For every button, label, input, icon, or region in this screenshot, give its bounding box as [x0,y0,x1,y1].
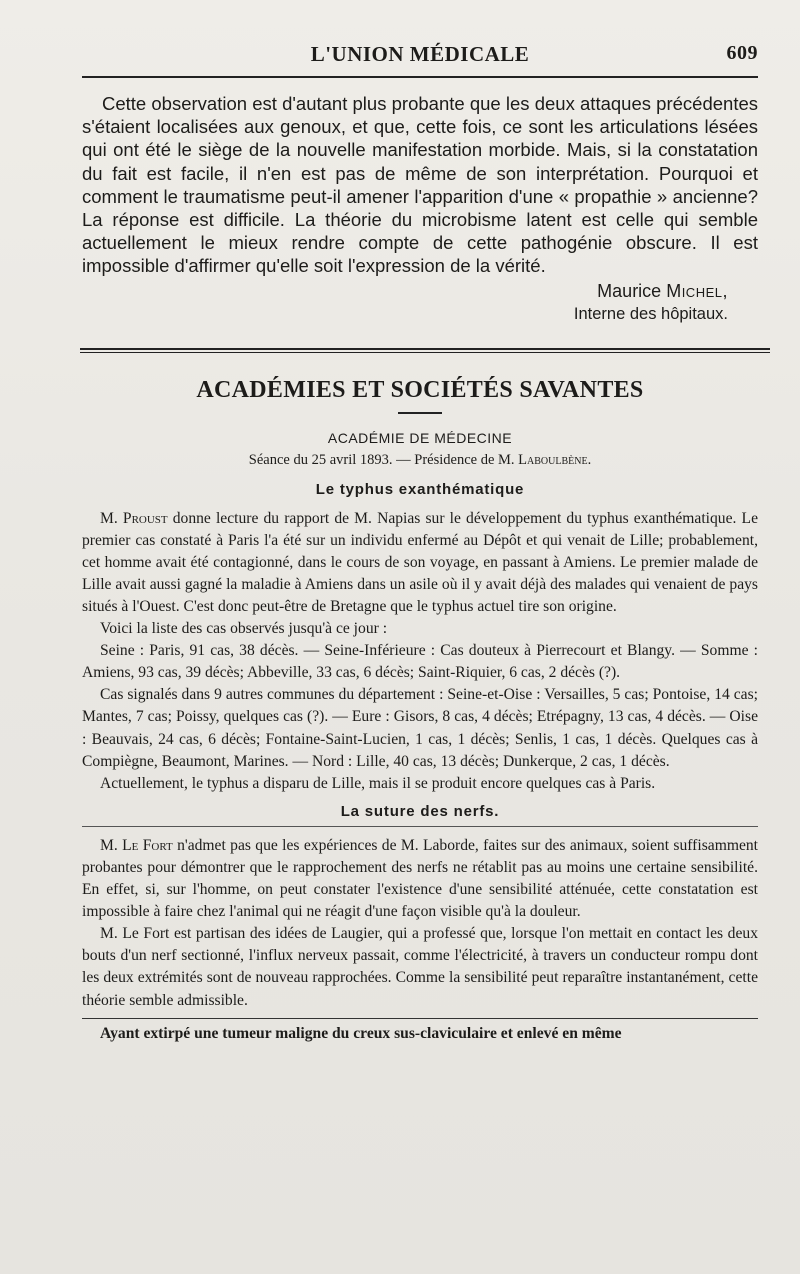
seance-president: Laboulbène. [518,451,592,468]
author-signature [82,280,758,326]
seance-date: Séance du 25 avril 1893. — Présidence de M. [248,451,519,468]
author-last-name: Michel, [666,280,728,301]
nerfs-p1-text: n'admet pas que les expériences de M. Laborde, faites sur des animaux, soient suffisamment probantes pour démontrer que le rapprochement des nerfs ne rétablit pas au moins une certaine sensibilité. En effet, si, sur l'homme, on peut constater l'existence d'une sensibilité atténuée, cette constatation est impossible à faire chez l'animal qui ne réagit d'une façon visible qu'à la douleur. [82,836,759,921]
header-rule [82,76,758,78]
nerfs-paragraph-2: M. Le Fort est partisan des idées de Laugier, qui a professé que, lorsque l'on mettait en contact les deux bouts d'un nerf sectionné, l'influx nerveux passait, comme l'électricité, à travers un conducteur rompu dont les deux extrémités sont de nouveau rapprochées. Comme la sensibilité peut reparaître instantanément, cette théorie semble admissible. [82,925,758,1009]
nerfs-paragraph-1 [82,835,758,923]
running-header [82,34,758,74]
nerfs-paragraph-3: Ayant extirpé une tumeur maligne du creux sus-claviculaire et enlevé en même [100,1024,622,1042]
nerfs-article [82,835,758,1012]
typhus-p1-text: donne lecture du rapport de M. Napias sur le développement du typhus exanthématique. Le premier cas constaté à Paris l'a été sur un individu enfermé au Dépôt et qui venait de Lille; probablement, cet homme avait été contagionné, dans le cours de son voyage, en passant à Amiens. Le premier malade de Lille avait aussi gagné la maladie à Amiens dans un asile où il y avait déjà des malades qui venaient de pays situés à l'Ouest. C'est donc peut-être de Bretagne que le typhus actuel tire son origine. [82,509,758,615]
typhus-paragraph-5: Actuellement, le typhus a disparu de Lille, mais il se produit encore quelques cas à Paris. [100,774,656,792]
typhus-paragraph-2: Voici la liste des cas observés jusqu'à ce jour : [100,620,388,638]
lead-article [82,92,758,278]
footer-rule [82,1018,758,1019]
typhus-heading: Le typhus exanthématique [315,480,525,498]
title-rule [398,412,442,414]
academy-title: ACADÉMIE DE MÉDECINE [327,429,513,446]
typhus-paragraph-3: Seine : Paris, 91 cas, 38 décès. — Seine-Inférieure : Cas douteux à Pierrecourt et Blangy. — Somme : Amiens, 93 cas, 39 décès; Abbeville, 33 cas, 6 décès; Saint-Riquier, 6 cas, 2 décès (?). [82,642,758,682]
seance-line [82,452,758,469]
page-number: 609 [726,42,758,64]
author-role: Interne des hôpitaux. [573,304,728,323]
typhus-paragraph-4: Cas signalés dans 9 autres communes du département : Seine-et-Oise : Versailles, 5 cas; Pontoise, 14 cas; Mantes, 7 cas; Poissy, quelques cas (?). — Eure : Gisors, 8 cas, 4 décès; Etrépagny, 13 cas, 4 décès. — Oise : Beauvais, 24 cas, 6 décès; Fontaine-Saint-Lucien, 1 cas, 1 décès; Senlis, 1 cas, 1 décès. Quelques cas à Compiègne, Beaumont, Marines. — Nord : Lille, 40 cas, 13 décès; Dunkerque, 2 cas, 1 décès. [82,686,758,770]
nerfs-speaker-name: Le Fort [122,836,173,854]
nerfs-heading: La suture des nerfs. [340,802,500,820]
journal-title: L'UNION MÉDICALE [310,42,530,66]
speaker-name: Proust [122,509,168,527]
lead-paragraph: Cette observation est d'autant plus probante que les deux attaques précédentes s'étaient localisées aux genoux, et que, cette fois, ce sont les articulations lésées qui ont été le siège de la nouvelle manifestation morbide. Mais, si la constatation du fait est facile, il n'en est pas de même de son interprétation. Pourquoi et comment le traumatisme peut-il amener l'apparition d'une « propathie » ancienne? La réponse est difficile. La théorie du microbisme latent est celle qui semble actuellement le mieux rendre compte de cette pathogénie obscure. Il est impossible d'affirmer qu'elle soit l'expression de la vérité. [82,93,758,277]
section-divider [80,348,770,353]
nerfs-p1-lead: M. [100,836,123,854]
section-title: ACADÉMIES ET SOCIÉTÉS SAVANTES [196,376,644,403]
typhus-paragraph-1 [82,508,758,618]
nerfs-rule [82,826,758,827]
author-first-name: Maurice [597,280,667,301]
typhus-article [82,508,758,795]
typhus-p1-lead: M. [100,509,123,527]
